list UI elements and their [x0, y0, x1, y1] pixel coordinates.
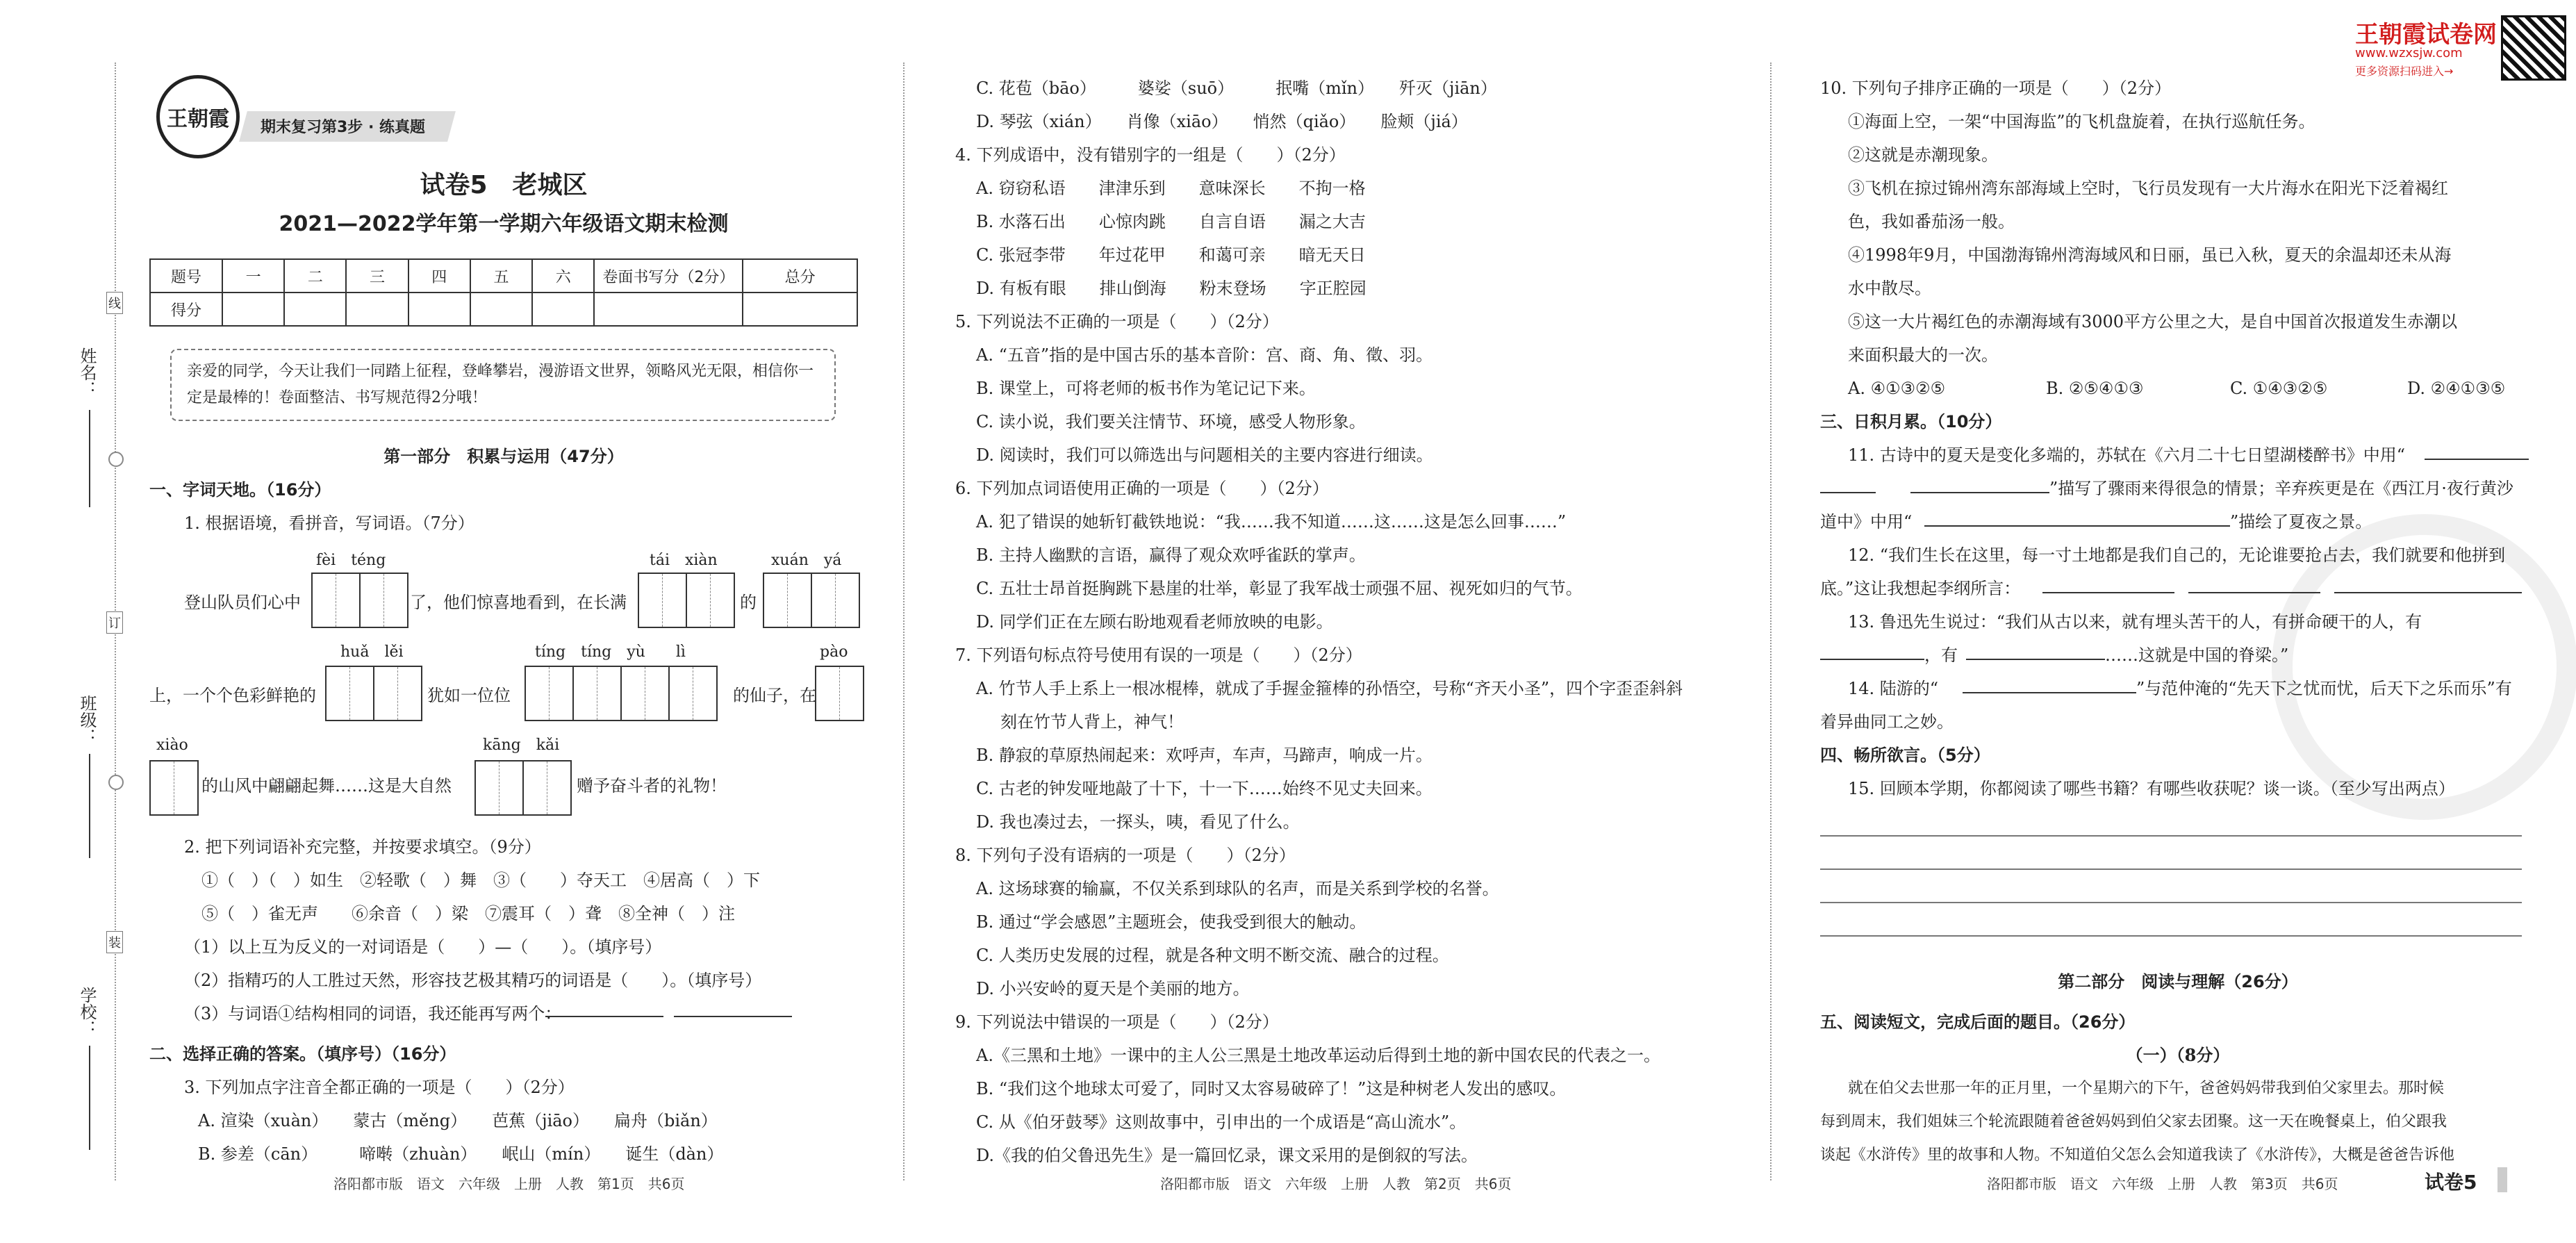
brand-logo: 王朝霞	[156, 75, 240, 158]
q10-prompt: 10. 下列句子排序正确的一项是（ ）（2分）	[1820, 79, 2172, 98]
char-box-6[interactable]	[815, 666, 864, 721]
q10-option-a: A. ④①③②⑤	[1848, 379, 1946, 398]
q7-option-c: C. 古老的钟发哑地敲了十下，十一下……始终不见丈夫回来。	[976, 779, 1433, 798]
q8-option-a: A. 这场球赛的输赢，不仅关系到球队的名声，而是关系到学校的名誉。	[976, 879, 1499, 898]
q9-option-c: C. 从《伯牙鼓琴》这则故事中，引申出的一个成语是“高山流水”。	[976, 1112, 1467, 1132]
q1-text-5: 犹如一位位	[427, 686, 511, 705]
score-cell[interactable]	[743, 293, 857, 326]
score-row-label: 得分	[150, 293, 222, 326]
q1-text-4: 上，一个个色彩鲜艳的	[149, 686, 316, 705]
section-2-heading: 二、选择正确的答案。（填序号）（16分）	[149, 1044, 456, 1064]
q9-option-b: B. “我们这个地球太可爱了，同时又太容易破碎了！”这是种树老人发出的感叹。	[976, 1079, 1567, 1098]
writing-line[interactable]	[1820, 869, 2522, 870]
q11-line-a: 11. 古诗中的夏天是变化多端的，苏轼在《六月二十七日望湖楼醉书》中用“	[1848, 445, 2406, 465]
char-box-3[interactable]	[763, 573, 860, 628]
char-box-2[interactable]	[638, 573, 735, 628]
score-table-header-row	[150, 259, 857, 293]
pinyin-8: kāng kǎi	[483, 736, 560, 754]
q6-option-b: B. 主持人幽默的言语，赢得了观众欢呼雀跃的掌声。	[976, 545, 1366, 565]
score-header: 总分	[743, 259, 857, 293]
school-label: 学校：	[77, 987, 97, 1037]
q10-sentence-5b: 来面积最大的一次。	[1848, 345, 1998, 365]
name-field[interactable]	[89, 410, 90, 507]
q10-option-b: B. ②⑤④①③	[2046, 379, 2144, 398]
site-url[interactable]: www.wzxsjw.com	[2355, 46, 2463, 60]
writing-line[interactable]	[1820, 935, 2522, 937]
score-header: 四	[408, 259, 470, 293]
char-box-8[interactable]	[474, 760, 572, 816]
site-name: 王朝霞试卷网	[2355, 21, 2497, 49]
answer-blank[interactable]	[1966, 659, 2105, 660]
q14-line-a: 14. 陆游的“	[1848, 679, 1939, 698]
q9-prompt: 9. 下列说法中错误的一项是（ ）（2分）	[955, 1012, 1279, 1032]
page-divider-1	[903, 63, 905, 1180]
q7-prompt: 7. 下列语句标点符号使用有误的一项是（ ）（2分）	[955, 645, 1362, 665]
q1-text-6: 的仙子，在	[733, 686, 816, 705]
section-1-heading: 一、字词天地。（16分）	[149, 480, 331, 500]
q5-option-b: B. 课堂上，可将老师的板书作为笔记记下来。	[976, 379, 1316, 398]
q2-line-2: ⑤（ ）雀无声 ⑥余音（ ）梁 ⑦震耳（ ）聋 ⑧全神（ ）注	[201, 904, 735, 923]
q6-prompt: 6. 下列加点词语使用正确的一项是（ ）（2分）	[955, 479, 1329, 498]
exam-title: 试卷5 老城区	[420, 171, 588, 199]
q5-prompt: 5. 下列说法不正确的一项是（ ）（2分）	[955, 312, 1279, 331]
score-table	[149, 258, 858, 327]
q14-line-c: 着异曲同工之妙。	[1820, 712, 1954, 732]
q2-prompt: 2. 把下列词语补充完整，并按要求填空。（9分）	[184, 837, 541, 857]
writing-line[interactable]	[1820, 902, 2522, 903]
score-header: 二	[284, 259, 346, 293]
ribbon-text: 期末复习第3步 · 练真题	[261, 119, 425, 136]
q2-line-3: （1）以上互为反义的一对词语是（ ）—（ ）。（填序号）	[184, 937, 662, 957]
q1-text-8: 赠予奋斗者的礼物！	[577, 776, 727, 796]
q2-line-5: （3）与词语①结构相同的词语，我还能再写两个：	[184, 1004, 562, 1023]
footer-page-3: 洛阳都市版 语文 六年级 上册 人教 第3页 共6页	[1987, 1176, 2338, 1192]
q7-option-d: D. 我也凑过去，一探头，咦，看见了什么。	[976, 812, 1300, 832]
part1-heading: 第一部分 积累与运用（47分）	[383, 447, 624, 466]
q15-prompt: 15. 回顾本学期，你都阅读了哪些书籍？有哪些收获呢？谈一谈。（至少写出两点）	[1848, 779, 2455, 798]
writing-line[interactable]	[1820, 835, 2522, 837]
q6-option-c: C. 五壮士昂首挺胸跳下悬崖的壮举，彰显了我军战士顽强不屈、视死如归的气节。	[976, 579, 1583, 598]
qr-code-icon[interactable]	[2501, 15, 2566, 81]
answer-blank[interactable]	[545, 1016, 663, 1017]
q4-option-a: A. 窃窃私语 津津乐到 意味深长 不拘一格	[976, 179, 1366, 198]
q12-line-b: 底。”这让我想起李纲所言：	[1820, 579, 2021, 598]
q10-sentence-4b: 水中散尽。	[1848, 279, 1931, 298]
footer-page-1: 洛阳都市版 语文 六年级 上册 人教 第1页 共6页	[333, 1176, 685, 1192]
score-cell[interactable]	[284, 293, 346, 326]
school-field[interactable]	[89, 1046, 90, 1150]
q11-line-c: 道中》中用“	[1820, 512, 1913, 532]
answer-blank[interactable]	[2042, 592, 2174, 593]
q10-sentence-3a: ③飞机在掠过锦州湾东部海域上空时，飞行员发现有一大片海水在阳光下泛着褐红	[1848, 179, 2448, 198]
reading-sub-heading: （一）（8分）	[2126, 1045, 2230, 1065]
exam-subtitle: 2021—2022学年第一学期六年级语文期末检测	[279, 212, 729, 236]
answer-blank[interactable]	[674, 1016, 792, 1017]
score-header: 一	[222, 259, 284, 293]
q10-option-d: D. ②④①③⑤	[2407, 379, 2506, 398]
score-cell[interactable]	[346, 293, 408, 326]
binding-hole-2	[108, 775, 124, 790]
q3-prompt: 3. 下列加点字注音全都正确的一项是（ ）（2分）	[184, 1078, 575, 1097]
reading-paragraph-1: 就在伯父去世那一年的正月里，一个星期六的下午，爸爸妈妈带我到伯父家里去。那时候	[1848, 1080, 2445, 1097]
section-3-heading: 三、日积月累。（10分）	[1820, 412, 2002, 431]
q3-option-c: C. 花苞（bāo） 婆娑（suō） 抿嘴（mǐn） 歼灭（jiān）	[976, 79, 1497, 98]
q10-sentence-5a: ⑤这一大片褐红色的赤潮海域有3000平方公里之大，是自中国首次报道发生赤潮以	[1848, 312, 2458, 331]
q4-option-d: D. 有板有眼 排山倒海 粉末登场 字正腔园	[976, 279, 1367, 298]
exam-badge: 试卷5	[2425, 1171, 2477, 1194]
pinyin-6: pào	[820, 643, 848, 661]
answer-blank[interactable]	[2188, 592, 2320, 593]
pinyin-3: xuán yá	[771, 552, 842, 569]
q5-option-c: C. 读小说，我们要关注情节、环境，感受人物形象。	[976, 412, 1366, 431]
q2-line-1: ①（ ）（ ）如生 ②轻歌（ ）舞 ③（ ）夺天工 ④居高（ ）下	[201, 871, 760, 890]
score-cell[interactable]	[594, 293, 743, 326]
section-4-heading: 四、畅所欲言。（5分）	[1820, 746, 1990, 765]
q10-sentence-1: ①海面上空，一架“中国海监”的飞机盘旋着，在执行巡航任务。	[1848, 112, 2315, 131]
q6-option-d: D. 同学们正在左顾右盼地观看老师放映的电影。	[976, 612, 1333, 632]
badge-tab	[2497, 1167, 2507, 1192]
answer-blank[interactable]	[1820, 492, 1876, 493]
q7-option-b: B. 静寂的草原热闹起来：欢呼声，车声，马蹄声，响成一片。	[976, 746, 1433, 765]
q4-prompt: 4. 下列成语中，没有错别字的一组是（ ）（2分）	[955, 145, 1346, 165]
q7-option-a-2: 刻在竹节人背上，神气！	[1000, 712, 1184, 732]
char-box-1[interactable]	[311, 573, 408, 628]
score-header: 题号	[150, 259, 222, 293]
q13-line-b: ，有	[1924, 645, 1958, 665]
q1-prompt: 1. 根据语境，看拼音，写词语。（7分）	[184, 513, 474, 533]
answer-blank[interactable]	[1820, 659, 1924, 660]
q1-text-3: 的	[740, 593, 757, 612]
char-box-4[interactable]	[325, 666, 422, 721]
class-label: 班级：	[77, 695, 97, 745]
q10-sentence-3b: 色，我如番茄汤一般。	[1848, 212, 2015, 231]
q8-prompt: 8. 下列句子没有语病的一项是（ ）（2分）	[955, 846, 1296, 865]
q5-option-d: D. 阅读时，我们可以筛选出与问题相关的主要内容进行细读。	[976, 445, 1433, 465]
score-header: 五	[470, 259, 532, 293]
q3-option-d: D. 琴弦（xián） 肖像（xiāo） 悄然（qiǎo） 脸颊（jiá）	[976, 112, 1468, 131]
part2-heading: 第二部分 阅读与理解（26分）	[2058, 972, 2298, 991]
q10-sentence-4a: ④1998年9月，中国渤海锦州湾海域风和日丽，虽已入秋，夏天的余温却还未从海	[1848, 245, 2452, 265]
score-cell[interactable]	[408, 293, 470, 326]
reading-paragraph-3: 谈起《水浒传》里的故事和人物。不知道伯父怎么会知道我读了《水浒传》，大概是爸爸告诉他	[1820, 1146, 2455, 1164]
score-table-score-row	[150, 293, 857, 326]
score-cell[interactable]	[222, 293, 284, 326]
class-field[interactable]	[89, 754, 90, 858]
q9-option-d: D.《我的伯父鲁迅先生》是一篇回忆录，课文采用的是倒叙的写法。	[976, 1146, 1478, 1165]
pinyin-7: xiào	[156, 736, 188, 754]
page-divider-2	[1770, 63, 1772, 1180]
q7-option-a-1: A. 竹节人手上系上一根冰棍棒，就成了手握金箍棒的孙悟空，号称“齐天小圣”，四个字歪歪斜斜	[976, 679, 1683, 698]
section-5-heading: 五、阅读短文，完成后面的题目。（26分）	[1820, 1012, 2136, 1032]
q13-line-a: 13. 鲁迅先生说过：“我们从古以来，就有埋头苦干的人，有拼命硬干的人，有	[1848, 612, 2422, 632]
answer-blank[interactable]	[2425, 459, 2529, 460]
score-header: 六	[532, 259, 594, 293]
footer-page-2: 洛阳都市版 语文 六年级 上册 人教 第2页 共6页	[1160, 1176, 1512, 1192]
answer-blank[interactable]	[1910, 492, 2049, 493]
seal-mark-1: 线	[106, 292, 123, 314]
q3-option-a: A. 渲染（xuàn） 蒙古（měng） 芭蕉（jiāo） 扁舟（biǎn）	[198, 1111, 718, 1130]
char-box-5[interactable]	[525, 666, 718, 721]
char-box-7[interactable]	[149, 760, 199, 816]
q9-option-a: A.《三黑和土地》一课中的主人公三黑是土地改革运动后得到土地的新中国农民的代表之一。	[976, 1046, 1660, 1065]
answer-blank[interactable]	[1924, 525, 2230, 527]
q14-line-b: ”与范仲淹的“先天下之忧而忧，后天下之乐而乐”有	[2136, 679, 2512, 698]
pinyin-4: huǎ lěi	[340, 643, 404, 661]
q10-sentence-2: ②这就是赤潮现象。	[1848, 145, 1998, 165]
name-label: 姓名：	[77, 347, 97, 397]
q8-option-d: D. 小兴安岭的夏天是个美丽的地方。	[976, 979, 1250, 998]
seal-mark-2: 订	[106, 611, 123, 634]
q5-option-a: A. “五音”指的是中国古乐的基本音阶：宫、商、角、徵、羽。	[976, 345, 1433, 365]
q3-option-b: B. 参差（cān） 啼啭（zhuàn） 岷山（mín） 诞生（dàn）	[198, 1144, 724, 1164]
q12-line-a: 12. “我们生长在这里，每一寸土地都是我们自己的，无论谁要抢占去，我们就要和他拼到	[1848, 545, 2506, 565]
q4-option-b: B. 水落石出 心惊肉跳 自言自语 漏之大吉	[976, 212, 1366, 231]
score-cell[interactable]	[532, 293, 594, 326]
q10-option-c: C. ①④③②⑤	[2230, 379, 2328, 398]
q11-line-d: ”描绘了夏夜之景。	[2230, 512, 2372, 532]
notice-box: 亲爱的同学，今天让我们一同踏上征程，登峰攀岩，漫游语文世界，领略风光无限，相信你一定是最棒的！卷面整洁、书写规范得2分哦！	[170, 349, 836, 421]
binding-hole-1	[108, 452, 124, 467]
pinyin-5: tíng tíng yù lì	[535, 643, 686, 661]
seal-mark-3: 装	[106, 931, 123, 953]
q11-line-b: ”描写了骤雨来得很急的情景；辛弃疾更是在《西江月·夜行黄沙	[2049, 479, 2513, 498]
pinyin-2: tái xiàn	[650, 552, 718, 569]
site-tip: 更多资源扫码进入→	[2355, 65, 2454, 78]
q1-text-7: 的山风中翩翩起舞……这是大自然	[201, 776, 452, 796]
score-header: 卷面书写分（2分）	[594, 259, 743, 293]
score-cell[interactable]	[470, 293, 532, 326]
q8-option-c: C. 人类历史发展的过程，就是各种文明不断交流、融合的过程。	[976, 946, 1449, 965]
pinyin-1: fèi téng	[316, 552, 386, 569]
q2-line-4: （2）指精巧的人工胜过天然，形容技艺极其精巧的词语是（ ）。（填序号）	[184, 971, 762, 990]
q8-option-b: B. 通过“学会感恩”主题班会，使我受到很大的触动。	[976, 912, 1367, 932]
reading-paragraph-2: 每到周末，我们姐妹三个轮流跟随着爸爸妈妈到伯父家去团聚。这一天在晚餐桌上，伯父跟我	[1820, 1113, 2447, 1130]
answer-blank[interactable]	[2334, 592, 2522, 593]
answer-blank[interactable]	[1963, 692, 2136, 693]
score-header: 三	[346, 259, 408, 293]
q13-line-c: ……这就是中国的脊梁。”	[2105, 645, 2289, 665]
q4-option-c: C. 张冠李带 年过花甲 和蔼可亲 暗无天日	[976, 245, 1366, 265]
q1-text-2: 了，他们惊喜地看到，在长满	[410, 593, 627, 612]
q1-text-1: 登山队员们心中	[184, 593, 301, 612]
q6-option-a: A. 犯了错误的她斩钉截铁地说：“我……我不知道……这……这是怎么回事……”	[976, 512, 1567, 532]
